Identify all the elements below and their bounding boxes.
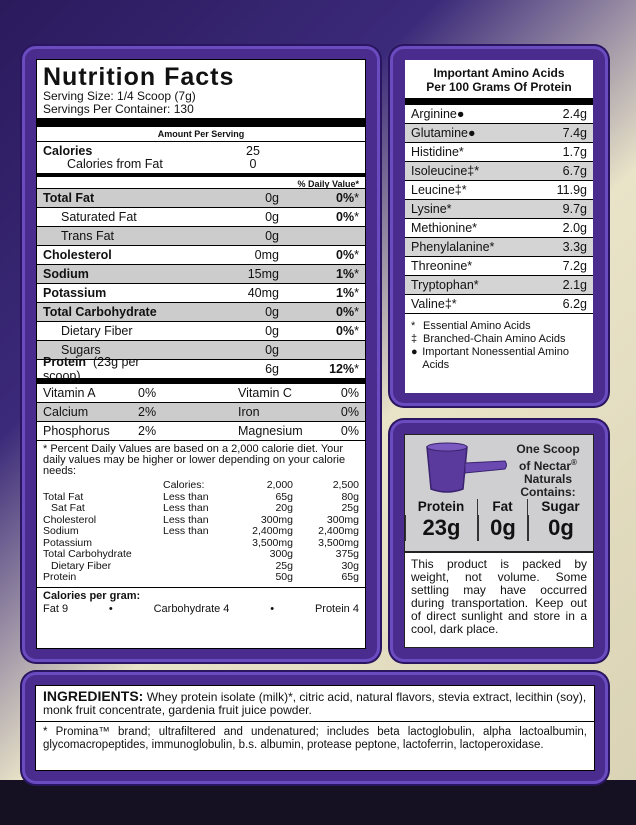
footnote-text: * Percent Daily Values are based on a 2,000 calorie diet. Your daily values may be higher or lower depending on your calorie needs: [43, 443, 346, 477]
nutrient-amount: 0g [265, 210, 279, 224]
scoop-caption-line3: Naturals [523, 472, 573, 486]
scoop-sugar-value: 0g [528, 515, 593, 541]
amino-value: 9.7g [562, 202, 587, 216]
daily-value-table-cell: Protein [43, 571, 77, 583]
legend-text: Essential Amino Acids [423, 320, 531, 332]
daily-value-table-cell: 25g [341, 502, 359, 514]
nutrient-label: Sugars [61, 343, 101, 357]
cpg-fat: Fat 9 [43, 602, 69, 615]
amino-row [405, 124, 593, 143]
amino-legend-item [411, 320, 587, 333]
nutrient-dv-asterisk: * [354, 324, 359, 338]
legend-symbol: ‡ [411, 333, 418, 345]
nutrient-dv-value: 0% [336, 324, 355, 338]
amino-value: 2.4g [562, 107, 587, 121]
servings-per-container: Servings Per Container: 130 [43, 102, 194, 116]
amino-legend [405, 314, 593, 372]
serving-size: Serving Size: 1/4 Scoop (7g) [43, 89, 196, 103]
amino-name: Glutamine● [411, 126, 476, 140]
amino-value: 7.4g [562, 126, 587, 140]
amino-row [405, 257, 593, 276]
vitamin-percent: 2% [138, 405, 157, 419]
daily-value-table-cell: 80g [341, 490, 359, 503]
amino-row [405, 162, 593, 181]
daily-value-table-cell: 3,500mg [252, 536, 293, 549]
ft-header-2500: 2,500 [332, 479, 359, 491]
protein-row [37, 355, 365, 383]
vitamin-rows [43, 383, 359, 440]
daily-value-table-cell: Dietary Fiber [51, 559, 112, 572]
protein-amount: 6g [265, 362, 279, 376]
cpg-bullet: • [108, 602, 113, 615]
daily-values-footnote [37, 440, 365, 587]
vitamin-name: Iron [238, 405, 260, 419]
legend-text: Important Nonessential Amino Acids [422, 346, 569, 371]
nutrient-label: Dietary Fiber [61, 324, 133, 338]
amino-value: 6.7g [562, 164, 587, 178]
nutrient-amount: 0g [265, 191, 279, 205]
vitamin-row [37, 421, 365, 440]
daily-value-header: % Daily Value* [37, 173, 365, 188]
amino-row [405, 200, 593, 219]
protein-dv-asterisk: * [354, 362, 359, 376]
protein-label: Protein [43, 355, 87, 369]
daily-value-table-cell: 2,400mg [318, 525, 359, 537]
nutrition-title: Nutrition Facts [43, 63, 235, 91]
nutrient-daily-value [289, 324, 359, 338]
daily-value-table-cell: 300mg [326, 513, 359, 526]
amino-rows [405, 105, 593, 314]
nutrient-label: Cholesterol [43, 248, 112, 262]
vitamin-percent: 0% [340, 405, 359, 419]
calories-fat-value: 0 [249, 157, 257, 171]
nutrient-dv-value: 0% [336, 305, 355, 319]
nutrient-row [37, 264, 365, 283]
daily-value-table-row [43, 526, 359, 538]
nutrient-daily-value [289, 286, 359, 300]
amino-row [405, 105, 593, 124]
daily-value-table-cell: 300mg [260, 513, 293, 526]
amino-legend-item [411, 346, 587, 372]
cpg-bullet: • [270, 602, 275, 615]
ingredients-list [36, 690, 594, 722]
vitamin-name: Phosphorus [43, 424, 110, 438]
scoop-caption-line4: Contains: [520, 485, 576, 499]
nutrient-label: Trans Fat [61, 229, 115, 243]
nutrient-amount: 15mg [247, 267, 279, 281]
nutrient-rows [43, 188, 359, 359]
amino-title-line2: Per 100 Grams Of Protein [426, 80, 572, 94]
daily-value-table-cell: 65g [275, 490, 293, 503]
nutrient-dv-asterisk: * [354, 286, 359, 300]
daily-value-table-cell: Less than [163, 525, 209, 537]
nutrient-daily-value [289, 191, 359, 205]
nutrient-dv-asterisk: * [354, 267, 359, 281]
scoop-cup-icon [413, 441, 509, 495]
amino-title-line1: Important Amino Acids [433, 66, 565, 80]
daily-value-table-cell: 50g [275, 571, 293, 583]
daily-value-table-cell [163, 538, 243, 550]
daily-value-table-row [43, 572, 359, 584]
daily-value-table-cell: 65g [341, 571, 359, 583]
ingredients-title: INGREDIENTS: [43, 688, 144, 704]
vitamin-name: Calcium [43, 405, 89, 419]
legend-symbol: * [411, 320, 416, 332]
daily-value-table-cell: 2,400mg [252, 525, 293, 537]
calories-block [37, 141, 365, 173]
daily-value-table-cell [163, 572, 243, 584]
daily-value-table-cell: Potassium [43, 536, 93, 549]
vitamin-percent: 0% [138, 386, 157, 400]
daily-values-table [43, 480, 359, 584]
legend-symbol: ● [411, 346, 418, 358]
vitamin-name: Magnesium [238, 424, 303, 438]
calories-fat-label: Calories from Fat [67, 157, 163, 171]
daily-value-table-row [43, 503, 359, 515]
calories-value: 25 [246, 144, 260, 158]
amino-name: Threonine* [411, 259, 473, 273]
packing-note: This product is packed by weight, not volume. Some settling may have occurred during transportation. Keep out of direct sunlight and store in a cool, dark place. [404, 552, 594, 648]
daily-value-table-cell: Sodium [43, 525, 79, 537]
nutrient-dv-asterisk: * [354, 305, 359, 319]
nutrient-row [37, 226, 365, 245]
daily-value-table-cell: Total Carbohydrate [43, 548, 132, 560]
calories-per-gram [37, 587, 365, 618]
daily-value-table-cell: Less than [163, 502, 209, 514]
nutrient-row [37, 188, 365, 207]
amino-name: Histidine* [411, 145, 464, 159]
nutrient-label: Saturated Fat [61, 210, 137, 224]
cpg-protein: Protein 4 [314, 602, 359, 615]
nutrient-label: Sodium [43, 267, 89, 281]
nutrient-row [37, 321, 365, 340]
cpg-title: Calories per gram: [43, 589, 141, 602]
calories-label: Calories [43, 144, 93, 158]
amino-name: Leucine‡* [411, 183, 467, 197]
nutrient-dv-asterisk: * [354, 210, 359, 224]
nutrient-label: Total Fat [43, 191, 95, 205]
amino-value: 2.1g [562, 278, 587, 292]
amino-name: Phenylalanine* [411, 240, 495, 254]
daily-value-table-cell [163, 549, 243, 561]
daily-value-table-row [43, 549, 359, 561]
amino-value: 2.0g [562, 221, 587, 235]
background-bottom [0, 780, 636, 825]
amino-name: Isoleucine‡* [411, 164, 480, 178]
nutrient-amount: 0g [265, 229, 279, 243]
amino-value: 6.2g [562, 297, 587, 311]
amino-name: Arginine● [411, 107, 465, 121]
amino-name: Methionine* [411, 221, 478, 235]
nutrient-daily-value [289, 210, 359, 224]
nutrient-row [37, 245, 365, 264]
amino-row [405, 295, 593, 314]
amount-per-serving: Amount Per Serving [157, 129, 245, 139]
scoop-macros [405, 499, 593, 541]
vitamin-name: Vitamin A [43, 386, 96, 400]
cpg-carbohydrate: Carbohydrate 4 [153, 602, 230, 615]
protein-note: (23g per scoop) [43, 355, 140, 383]
vitamin-percent: 0% [340, 424, 359, 438]
nutrient-daily-value [289, 305, 359, 319]
amino-row [405, 276, 593, 295]
scoop-caption [505, 443, 591, 499]
protein-dv: 12% [329, 362, 355, 376]
scoop-summary-panel [404, 434, 594, 552]
daily-value-table-cell: 375g [335, 548, 359, 560]
daily-value-table-row [43, 561, 359, 573]
ft-header-calories: Calories: [163, 479, 205, 491]
daily-value-table-cell: 3,500mg [318, 536, 359, 549]
amino-row [405, 219, 593, 238]
daily-value-table-cell: Less than [163, 490, 209, 503]
scoop-fat-label: Fat [492, 499, 513, 514]
amino-value: 7.2g [562, 259, 587, 273]
daily-value-table-cell [163, 561, 243, 573]
nutrient-daily-value [289, 248, 359, 262]
daily-value-table-cell: 30g [341, 559, 359, 572]
daily-value-table-cell: Cholesterol [43, 513, 97, 526]
amino-row [405, 181, 593, 200]
amino-row [405, 238, 593, 257]
nutrient-label: Potassium [43, 286, 107, 300]
nutrient-amount: 0g [265, 343, 279, 357]
nutrient-label: Total Carbohydrate [43, 305, 157, 319]
scoop-protein-label: Protein [417, 499, 465, 514]
nutrient-dv-value: 0% [336, 191, 355, 205]
nutrient-dv-value: 1% [336, 267, 355, 281]
ingredients-text: Whey protein isolate (milk)*, citric acid, natural flavors, stevia extract, lecithin (soy), monk fruit concentrate, gardenia fruit juice powder. [43, 690, 587, 717]
nutrient-dv-value: 1% [336, 286, 355, 300]
nutrient-row [37, 283, 365, 302]
scoop-sugar-label: Sugar [541, 499, 580, 514]
vitamin-percent: 0% [340, 386, 359, 400]
nutrient-dv-asterisk: * [354, 191, 359, 205]
daily-value-table-cell: Less than [163, 513, 209, 526]
amino-legend-item [411, 333, 587, 346]
nutrient-row [37, 207, 365, 226]
vitamin-row [37, 402, 365, 421]
scoop-fat-value: 0g [478, 515, 527, 541]
daily-value-table-cell: Sat Fat [51, 502, 85, 514]
vitamin-percent: 2% [138, 424, 157, 438]
amino-name: Lysine* [411, 202, 452, 216]
registered-mark: ® [571, 458, 577, 467]
nutrient-amount: 0g [265, 305, 279, 319]
nutrient-amount: 0mg [254, 248, 279, 262]
vitamin-name: Vitamin C [238, 386, 292, 400]
amino-acids-panel [405, 60, 593, 393]
divider-thick [37, 118, 365, 127]
legend-text: Branched-Chain Amino Acids [423, 333, 566, 345]
daily-value-table-cell: Total Fat [43, 490, 84, 503]
ingredients-panel [35, 685, 595, 771]
daily-value-table-cell: 20g [275, 502, 293, 514]
vitamin-row [37, 383, 365, 402]
amino-value: 11.9g [556, 183, 587, 197]
nutrition-facts-panel [36, 59, 366, 649]
nutrient-row [37, 302, 365, 321]
amino-name: Valine‡* [411, 297, 457, 311]
ft-header-2000: 2,000 [266, 479, 293, 491]
nutrient-dv-value: 0% [336, 210, 355, 224]
amino-row [405, 143, 593, 162]
nutrient-amount: 0g [265, 324, 279, 338]
daily-value-table-cell: 25g [275, 559, 293, 572]
scoop-caption-line2: of Nectar [519, 459, 572, 473]
amino-value: 1.7g [562, 145, 587, 159]
nutrient-amount: 40mg [247, 286, 279, 300]
nutrient-dv-value: 0% [336, 248, 355, 262]
ingredients-footnote: * Promina™ brand; ultrafiltered and undenatured; includes beta lactoglobulin, alpha lactoalbumin, glycomacropeptides, immunoglobulin, b.s. albumin, protease peptone, lactoferrin, lactoperoxidase. [43, 726, 587, 751]
amino-title [405, 60, 593, 105]
nutrient-daily-value [289, 267, 359, 281]
scoop-caption-line1: One Scoop [516, 442, 580, 456]
daily-value-table-cell: 300g [269, 548, 293, 560]
amino-value: 3.3g [562, 240, 587, 254]
amino-name: Tryptophan* [411, 278, 479, 292]
nutrient-dv-asterisk: * [354, 248, 359, 262]
scoop-protein-value: 23g [405, 515, 477, 541]
